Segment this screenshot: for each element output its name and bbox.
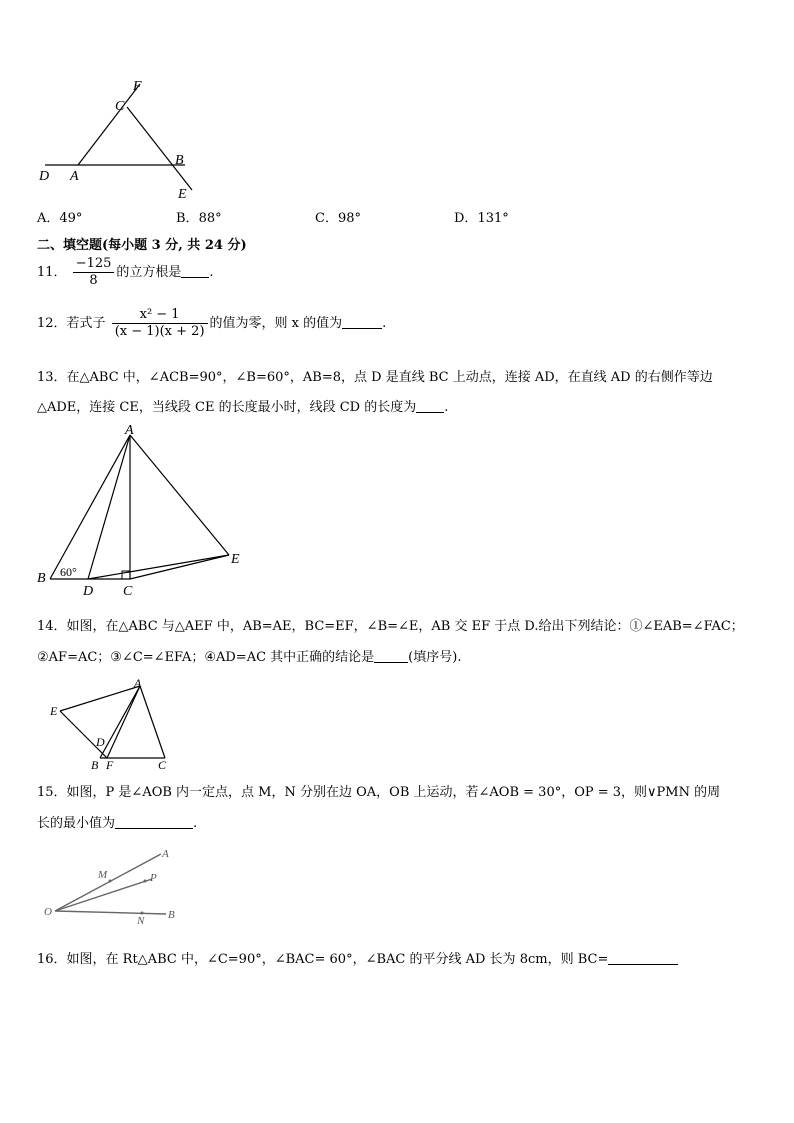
answer-blank-13[interactable]	[416, 400, 444, 413]
choice-a: A．49°	[37, 211, 83, 226]
q14-label-B: B	[91, 758, 99, 772]
figure-q15	[40, 840, 190, 925]
q14-label-E: E	[50, 704, 58, 718]
q13-angle-label: 60°	[60, 565, 77, 579]
figure-angle-lines	[35, 72, 205, 202]
section-heading: 二、填空题(每小题 3 分, 共 24 分)	[37, 238, 247, 253]
choice-c: C．98°	[315, 211, 361, 226]
label-B: B	[175, 153, 184, 168]
answer-blank-11[interactable]	[181, 265, 209, 278]
q11-fraction: $\frac{-125}{8}$	[73, 256, 115, 289]
answer-blank-14[interactable]	[374, 650, 408, 663]
q14-label-A: A	[134, 676, 142, 690]
question-12: 12．若式子 $\frac{\text{x² − 1}}{(x - 1)(x + 2)}$ 的值为零，则 x 的值为 .	[37, 307, 387, 339]
question-15-line2: 长的最小值为 .	[37, 816, 198, 831]
q13-label-C: C	[123, 584, 133, 597]
question-13-line2: △ADE，连接 CE，当线段 CE 的长度最小时，线段 CD 的长度为 .	[37, 400, 449, 415]
q15-label-A: A	[162, 848, 169, 860]
label-A: A	[70, 169, 79, 184]
answer-blank-12[interactable]	[342, 316, 382, 329]
question-13-line1: 13．在△ABC 中，∠ACB=90°，∠B=60°，AB=8，点 D 是直线 BC 上动点，连接 AD，在直线 AD 的右侧作等边	[37, 370, 713, 385]
answer-blank-15[interactable]	[115, 816, 193, 829]
choice-d: D．131°	[454, 211, 509, 226]
q13-label-D: D	[83, 584, 94, 597]
question-14-line2: ②AF=AC；③∠C=∠EFA；④AD=AC 其中正确的结论是 (填序号).	[37, 650, 462, 665]
q13-label-B: B	[37, 571, 46, 586]
q13-label-E: E	[231, 552, 240, 567]
q14-label-F: F	[106, 758, 114, 772]
label-E: E	[178, 187, 187, 202]
question-11: 11． $\frac{-125}{8}$ 的立方根是 .	[37, 256, 214, 288]
question-14-line1: 14．如图，在△ABC 与△AEF 中，AB=AE，BC=EF，∠B=∠E，AB 交 EF 于点 D.给出下列结论：①∠EAB=∠FAC；	[37, 619, 744, 634]
line-AF	[78, 84, 140, 165]
q15-label-B: B	[168, 909, 175, 921]
q12-fraction: $\frac{\text{x² − 1}}{(x - 1)(x + 2)}$	[112, 307, 208, 340]
q13-label-A: A	[125, 423, 134, 438]
line-CE	[127, 107, 192, 190]
q14-label-D: D	[96, 735, 105, 749]
figure-q13	[33, 422, 248, 597]
question-15-line1: 15．如图，P 是∠AOB 内一定点，点 M，N 分别在边 OA，OB 上运动，若∠AOB = 30°，OP = 3，则∨PMN 的周	[37, 785, 721, 800]
q15-label-P: P	[150, 872, 157, 884]
label-D: D	[39, 169, 50, 184]
label-C: C	[115, 99, 125, 114]
choice-b: B．88°	[176, 211, 222, 226]
q15-label-M: M	[98, 869, 108, 881]
question-16: 16．如图，在 Rt△ABC 中，∠C=90°，∠BAC= 60°，∠BAC 的平分线 AD 长为 8cm，则 BC=	[37, 948, 678, 967]
q15-label-N: N	[137, 915, 145, 925]
label-F: F	[133, 79, 142, 94]
q14-label-C: C	[158, 758, 167, 772]
answer-blank-16[interactable]	[608, 952, 678, 965]
q15-label-O: O	[44, 906, 52, 918]
figure-q14	[45, 675, 185, 775]
